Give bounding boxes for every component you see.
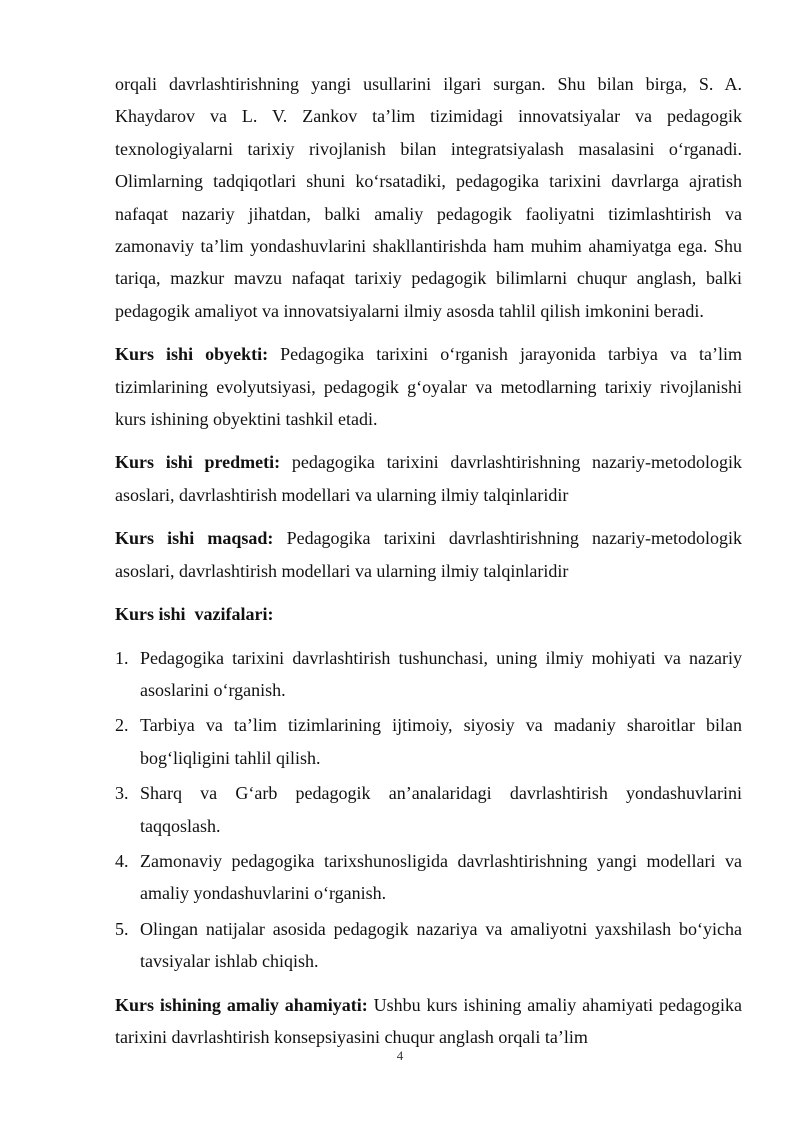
- list-item-text: Tarbiya va ta’lim tizimlarining ijtimoiy, siyosiy va madaniy sharoitlar bilan bog‘liqligini tahlil qilish.: [140, 715, 742, 768]
- list-item: [115, 642, 742, 707]
- list-item-number: 1.: [115, 647, 129, 668]
- list-item-text: Pedagogika tarixini davrlashtirish tushunchasi, uning ilmiy mohiyati va nazariy asoslarini o‘rganish.: [140, 647, 742, 700]
- tasks-heading: Kurs ishi vazifalari:: [115, 604, 274, 625]
- intro-paragraph: orqali davrlashtirishning yangi usullarini ilgari surgan. Shu bilan birga, S. A. Khaydarov va L. V. Zankov ta’lim tizimidagi innovatsiyalar va pedagogik texnologiyalarni tarixiy rivojlanish bilan integratsiyalash masalasini o‘rganadi. Olimlarning tadqiqotlari shuni ko‘rsatadiki, pedagogika tarixini davrlarga ajratish nafaqat nazariy jihatdan, balki amaliy pedagogik faoliyatni tizimlashtirish va zamonaviy ta’lim yondashuvlarini shakllantirishda ham muhim ahamiyatga ega. Shu tariqa, mazkur mavzu nafaqat tarixiy pedagogik bilimlarni chuqur anglash, balki pedagogik amaliyot va innovatsiyalarni ilmiy asosda tahlil qilish imkonini beradi.: [115, 74, 742, 321]
- subject-label: Kurs ishi predmeti:: [115, 452, 281, 473]
- tasks-list: [115, 642, 742, 978]
- document-page: [115, 68, 742, 1053]
- list-item: [115, 845, 742, 910]
- significance-label: Kurs ishining amaliy ahamiyati:: [115, 994, 368, 1015]
- object-text: Pedagogika tarixini o‘rganish jarayonida tarbiya va ta’lim tizimlarining evolyutsiyasi, pedagogik g‘oyalar va metodlarning tarixiy rivojlanishi kurs ishining obyektini tashkil etadi.: [115, 344, 742, 430]
- object-label: Kurs ishi obyekti:: [115, 344, 269, 365]
- list-item-text: Olingan natijalar asosida pedagogik nazariya va amaliyotni yaxshilash bo‘yicha tavsiyalar ishlab chiqish.: [140, 918, 742, 972]
- list-item-number: 5.: [115, 918, 129, 939]
- page-number: 4: [396, 1048, 404, 1063]
- list-item: [115, 709, 742, 774]
- subject-text: pedagogika tarixini davrlashtirishning nazariy-metodologik asoslari, davrlashtirish modellari va ularning ilmiy talqinlaridir: [115, 452, 743, 505]
- object-section: [115, 338, 742, 435]
- list-item-text: Zamonaviy pedagogika tarixshunosligida davrlashtirishning yangi modellari va amaliy yondashuvlarini o‘rganish.: [140, 850, 742, 904]
- list-item: [115, 913, 742, 978]
- significance-section: [115, 989, 742, 1054]
- list-item: [115, 777, 742, 842]
- list-item-text: Sharq va G‘arb pedagogik an’analaridagi davrlashtirish yondashuvlarini taqqoslash.: [140, 783, 742, 836]
- subject-section: [115, 446, 742, 511]
- goal-label: Kurs ishi maqsad:: [115, 528, 274, 549]
- goal-text: Pedagogika tarixini davrlashtirishning nazariy-metodologik asoslari, davrlashtirish modellari va ularning ilmiy talqinlaridir: [115, 528, 742, 581]
- goal-section: [115, 522, 742, 587]
- significance-text: Ushbu kurs ishining amaliy ahamiyati pedagogika tarixini davrlashtirish konsepsiyasini chuqur anglash orqali ta’lim: [115, 994, 742, 1047]
- list-item-number: 4.: [115, 850, 129, 871]
- list-item-number: 3.: [115, 783, 129, 804]
- list-item-number: 2.: [115, 715, 129, 736]
